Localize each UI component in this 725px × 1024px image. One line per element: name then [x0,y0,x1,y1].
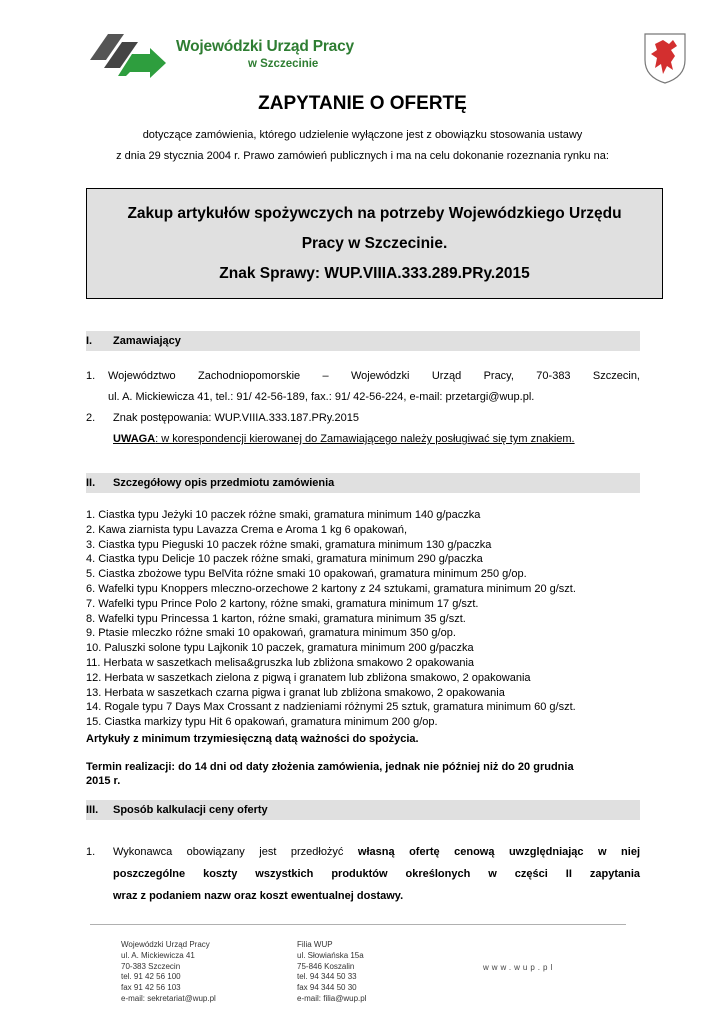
list-item: 3. Ciastka typu Pieguski 10 paczek różne smaki, gramatura minimum 130 g/paczka [86,538,492,551]
s3-line-1 [113,841,640,863]
wup-logo-icon [88,30,170,80]
footer-line: 75-846 Koszalin [297,961,355,971]
section-3-item-1 [86,841,640,907]
section-2-header [86,473,640,493]
section-2-number: II. [86,477,96,489]
delivery-term-line-2: 2015 r. [86,775,121,787]
item-2-number: 2. [86,412,96,424]
subject-line-3: Znak Sprawy: WUP.VIIIA.333.289.PRy.2015 [219,265,530,282]
uwaga-note [86,429,640,450]
footer-branch-office [297,940,366,1005]
intro-line-1: dotyczące zamówienia, którego udzielenie wyłączone jest z obowiązku stosowania ustawy [142,129,583,141]
footer-main-office [121,940,216,1005]
section-1-item-2 [86,408,640,450]
s3-line-3: wraz z podaniem nazw oraz koszt ewentualnej dostawy. [113,890,404,902]
list-item: 12. Herbata w saszetkach zielona z pigwą i granatem lub zbliżona smakowo, 2 opakowania [86,671,531,684]
footer-divider [90,924,626,925]
footer-line: e-mail: sekretariat@wup.pl [121,993,216,1003]
list-item: 15. Ciastka markizy typu Hit 6 opakowań, gramatura minimum 200 g/op. [86,716,438,729]
footer-line: fax 94 344 50 30 [297,983,357,993]
section-1-number: I. [86,335,93,347]
footer-line: tel. 94 344 50 33 [297,972,357,982]
page-title: ZAPYTANIE O OFERTĘ [258,93,467,114]
section-1-item-1 [86,366,640,408]
s3-line-1-bold: własną ofertę cenową uwzględniając w niej [357,846,641,858]
footer-line: Wojewódzki Urząd Pracy [121,940,210,949]
footer-line: tel. 91 42 56 100 [121,972,181,982]
list-item: 11. Herbata w saszetkach melisa&gruszka lub zbliżona smakowo 2 opakowania [86,656,475,669]
item-1-line-2: ul. A. Mickiewicza 41, tel.: 91/ 42-56-189, fax.: 91/ 42-56-224, e-mail: przetargi@wup.pl. [108,391,535,403]
footer-line: e-mail: filia@wup.pl [297,993,367,1003]
item-2-text: Znak postępowania: WUP.VIIIA.333.187.PRy.2015 [113,412,360,424]
intro-line-2: z dnia 29 stycznia 2004 r. Prawo zamówień publicznych i ma na celu dokonanie rozeznania rynku na: [116,150,609,162]
list-item: 6. Wafelki typu Knoppers mleczno-orzechowe 2 kartony z 24 sztukami, gramatura minimum 20 g/szt. [86,582,576,595]
section-3-number: III. [86,804,99,816]
list-item: 1. Ciastka typu Jeżyki 10 paczek różne smaki, gramatura minimum 140 g/paczka [86,509,481,521]
list-item: 8. Wafelki typu Princessa 1 karton, różne smaki, gramatura minimum 35 g/szt. [86,612,466,625]
shelf-life-note: Artykuły z minimum trzymiesięczną datą ważności do spożycia. [86,733,419,745]
list-item: 7. Wafelki typu Prince Polo 2 kartony, różne smaki, gramatura minimum 17 g/szt. [86,597,479,610]
uwaga-label: UWAGA [113,433,156,445]
griffin-crest-icon [643,32,687,84]
s3-line-1-plain: Wykonawca obowiązany jest przedłożyć [113,846,358,858]
website-link[interactable]: www.wup.pl [483,963,556,972]
footer-line: ul. Słowiańska 15a [297,950,364,960]
section-3-title: Sposób kalkulacji ceny oferty [113,804,268,816]
subject-box [86,188,663,299]
footer-line: Filia WUP [297,940,333,949]
list-item: 5. Ciastka zbożowe typu BelVita różne smaki 10 opakowań, gramatura minimum 250 g/op. [86,568,527,581]
item-list [86,508,576,730]
list-item: 10. Paluszki solone typu Lajkonik 10 paczek, gramatura minimum 200 g/paczka [86,642,474,655]
subject-line-1: Zakup artykułów spożywczych na potrzeby Wojewódzkiego Urzędu [127,205,622,222]
s3-line-2: poszczególne koszty wszystkich produktów określonych w części II zapytania [113,868,640,880]
section-2-title: Szczegółowy opis przedmiotu zamówienia [113,477,335,489]
footer-line: 70-383 Szczecin [121,961,181,971]
footer-line: ul. A. Mickiewicza 41 [121,950,195,960]
footer-line: fax 91 42 56 103 [121,983,181,993]
logo-subtitle: w Szczecinie [248,58,319,70]
uwaga-text: : w korespondencji kierowanej do Zamawiającego należy posługiwać się tym znakiem. [155,433,575,445]
delivery-term-line-1: Termin realizacji: do 14 dni od daty złożenia zamówienia, jednak nie później niż do 20 grudnia [86,761,574,773]
list-item: 2. Kawa ziarnista typu Lavazza Crema e Aroma 1 kg 6 opakowań, [86,523,408,536]
list-item: 9. Ptasie mleczko różne smaki 10 opakowań, gramatura minimum 350 g/op. [86,627,456,640]
s3-item-number: 1. [86,846,96,858]
section-3-header [86,800,640,820]
logo-title: Wojewódzki Urząd Pracy [176,38,354,55]
section-1-header [86,331,640,351]
list-item: 14. Rogale typu 7 Days Max Crossant z nadzieniami różnymi 25 sztuk, gramatura minimum 60 g/szt. [86,701,576,714]
item-1-number: 1. [86,370,96,382]
delivery-term-note [86,760,574,788]
section-1-title: Zamawiający [113,335,181,347]
intro-text [60,125,665,167]
item-1-line-1: Województwo Zachodniopomorskie – Wojewódzki Urząd Pracy, 70-383 Szczecin, [108,370,640,382]
list-item: 13. Herbata w saszetkach czarna pigwa i granat lub zbliżona smakowo, 2 opakowania [86,686,505,699]
list-item: 4. Ciastka typu Delicje 10 paczek różne smaki, gramatura minimum 290 g/paczka [86,553,483,566]
subject-line-2: Pracy w Szczecinie. [301,235,448,252]
